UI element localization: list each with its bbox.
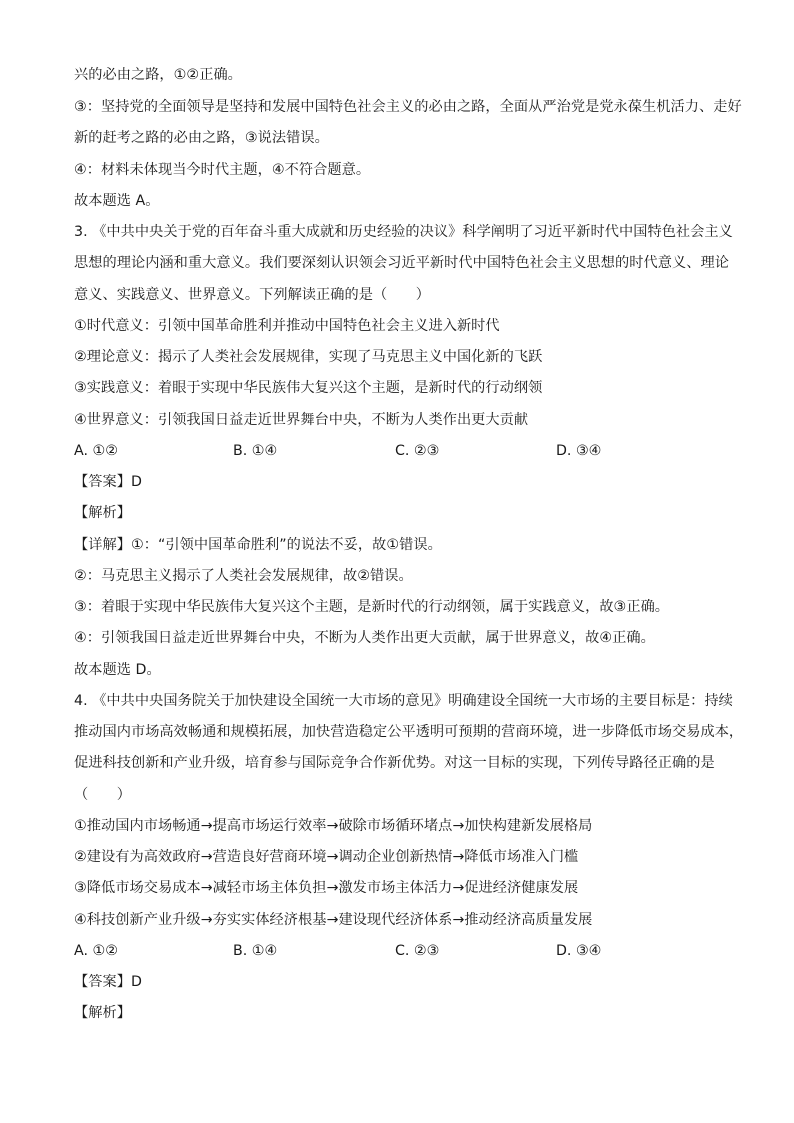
- text-line: ④：材料未体现当今时代主题，④不符合题意。: [74, 162, 371, 178]
- statement-line: ②理论意义：揭示了人类社会发展规律，实现了马克思主义中国化新的飞跃: [74, 349, 543, 365]
- text-line: 促进科技创新和产业升级，培育参与国际竞争合作新优势。对这一目标的实现，下列传导路径正确的是: [74, 755, 715, 771]
- statement-line: ①时代意义：引领中国革命胜利并推动中国特色社会主义进入新时代: [74, 318, 500, 334]
- analysis-label: 【解析】: [74, 1005, 131, 1021]
- detail-line: 【详解】①：“引领中国革命胜利”的说法不妥，故①错误。: [74, 537, 442, 553]
- text-line: 意义、实践意义、世界意义。下列解读正确的是（ ）: [74, 287, 430, 303]
- option-c: C. ②③: [395, 943, 440, 959]
- question-3-options: [0, 441, 794, 461]
- option-a: A. ①②: [74, 443, 118, 459]
- question-4-stem: 4. 《中共中央国务院关于加快建设全国统一大市场的意见》明确建设全国统一大市场的主要目标是：持续: [74, 693, 733, 709]
- option-d: D. ③④: [556, 943, 602, 959]
- text-line: ③：坚持党的全面领导是坚持和发展中国特色社会主义的必由之路，全面从严治党是党永葆生机活力、走好: [74, 99, 742, 115]
- text-line: 故本题选 A。: [74, 193, 160, 209]
- statement-line: ②建设有为高效政府→营造良好营商环境→调动企业创新热情→降低市场准入门槛: [74, 849, 579, 865]
- statement-line: ①推动国内市场畅通→提高市场运行效率→破除市场循环堵点→加快构建新发展格局: [74, 818, 593, 834]
- answer-label: 【答案】D: [74, 974, 142, 990]
- text-line: ④：引领我国日益走近世界舞台中央，不断为人类作出更大贡献，属于世界意义，故④正确。: [74, 630, 655, 646]
- statement-line: ③降低市场交易成本→减轻市场主体负担→激发市场主体活力→促进经济健康发展: [74, 880, 579, 896]
- analysis-label: 【解析】: [74, 505, 131, 521]
- text-line: 兴的必由之路，①②正确。: [74, 67, 242, 83]
- text-line: 推动国内市场高效畅通和规模拓展，加快营造稳定公平透明可预期的营商环境，进一步降低市场交易成本，: [74, 724, 744, 740]
- text-line: 故本题选 D。: [74, 662, 161, 678]
- option-b: B. ①④: [233, 443, 278, 459]
- option-b: B. ①④: [233, 943, 278, 959]
- statement-line: ④世界意义：引领我国日益走近世界舞台中央，不断为人类作出更大贡献: [74, 412, 529, 428]
- option-a: A. ①②: [74, 943, 118, 959]
- option-c: C. ②③: [395, 443, 440, 459]
- statement-line: ④科技创新产业升级→夯实实体经济根基→建设现代经济体系→推动经济高质量发展: [74, 912, 593, 928]
- text-line: ②：马克思主义揭示了人类社会发展规律，故②错误。: [74, 568, 413, 584]
- answer-label: 【答案】D: [74, 474, 142, 490]
- text-line: 新的赶考之路的必由之路，③说法错误。: [74, 130, 329, 146]
- question-4-options: [0, 941, 794, 961]
- question-3-stem: 3. 《中共中央关于党的百年奋斗重大成就和历史经验的决议》科学阐明了习近平新时代中国特色社会主义: [74, 224, 733, 240]
- text-line: 思想的理论内涵和重大意义。我们要深刻认识领会习近平新时代中国特色社会主义思想的时代意义、理论: [74, 255, 729, 271]
- text-line: ③：着眼于实现中华民族伟大复兴这个主题，是新时代的行动纲领，属于实践意义，故③正确。: [74, 599, 670, 615]
- text-line: （ ）: [74, 787, 131, 803]
- statement-line: ③实践意义：着眼于实现中华民族伟大复兴这个主题，是新时代的行动纲领: [74, 380, 543, 396]
- option-d: D. ③④: [556, 443, 602, 459]
